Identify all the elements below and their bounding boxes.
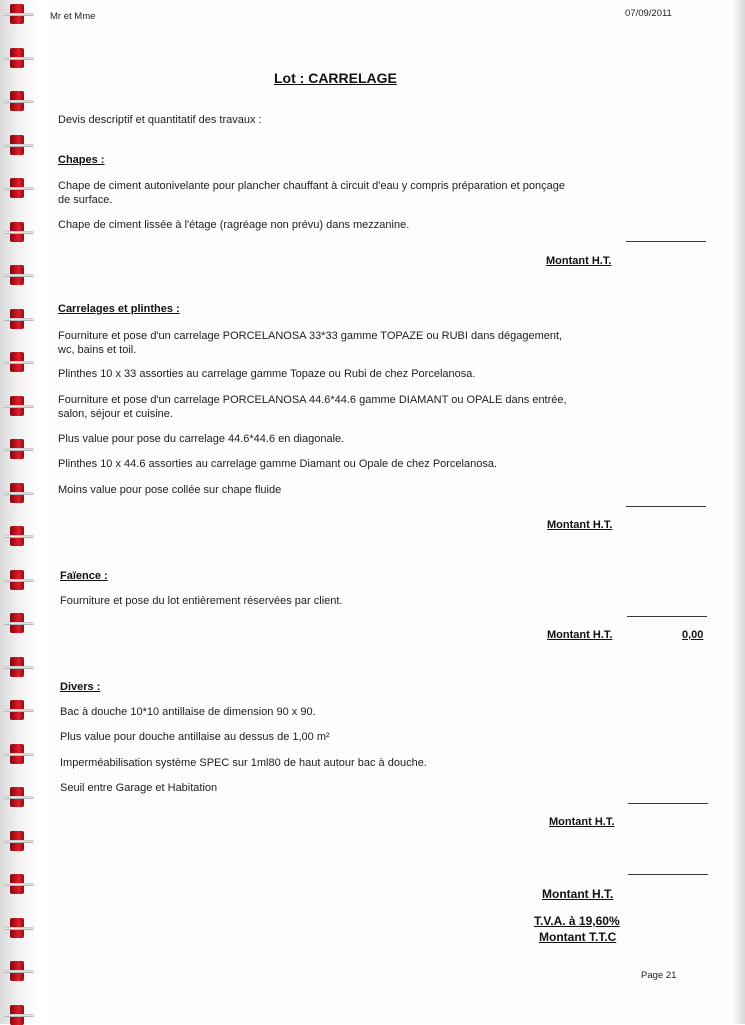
section-heading-divers: Divers : (60, 681, 101, 693)
header-date: 07/09/2011 (625, 8, 672, 19)
divers-line-3: Imperméabilisation système SPEC sur 1ml80 de haut autour bac à douche. (60, 757, 427, 769)
binding-ring (4, 265, 34, 285)
page-title: Lot : CARRELAGE (274, 70, 397, 86)
binding-ring (4, 787, 34, 807)
section-heading-chapes: Chapes : (58, 154, 105, 166)
carrelages-line-8: Moins value pour pose collée sur chape fluide (58, 484, 282, 496)
binding-ring (4, 396, 34, 416)
binding-ring (4, 135, 34, 155)
divers-line-2: Plus value pour douche antillaise au dessus de 1,00 m² (60, 731, 330, 743)
carrelages-line-1: Fourniture et pose d'un carrelage PORCELANOSA 33*33 gamme TOPAZE ou RUBI dans dégagement, (58, 330, 563, 342)
binding-ring (4, 570, 34, 590)
total-ht-label: Montant H.T. (542, 887, 614, 901)
faience-total-rule (627, 616, 707, 617)
divers-montant-label: Montant H.T. (549, 816, 615, 828)
binding-ring (4, 700, 34, 720)
binding-ring (4, 309, 34, 329)
binding-ring (4, 961, 34, 981)
binding-ring (4, 178, 34, 198)
total-ttc-label: Montant T.T.C (539, 930, 617, 944)
carrelages-line-3: Plinthes 10 x 33 assorties au carrelage gamme Topaze ou Rubi de chez Porcelanosa. (58, 368, 476, 380)
binding-ring (4, 483, 34, 503)
binding-ring (4, 352, 34, 372)
chapes-line-2: de surface. (58, 194, 113, 206)
faience-montant-label: Montant H.T. (547, 629, 613, 641)
binding-ring (4, 91, 34, 111)
carrelages-line-4: Fourniture et pose d'un carrelage PORCELANOSA 44.6*44.6 gamme DIAMANT ou OPALE dans entrée, (58, 394, 567, 406)
section-heading-carrelages: Carrelages et plinthes : (58, 303, 180, 315)
page-number: Page 21 (641, 970, 677, 981)
faience-montant-value: 0,00 (682, 629, 704, 641)
binding-ring (4, 613, 34, 633)
carrelages-line-6: Plus value pour pose du carrelage 44.6*44.6 en diagonale. (58, 433, 345, 445)
binding-ring (4, 831, 34, 851)
binding-ring (4, 1005, 34, 1025)
binding-ring (4, 48, 34, 68)
divers-total-rule (628, 803, 708, 804)
faience-line-1: Fourniture et pose du lot entièrement réservées par client. (60, 595, 343, 607)
grand-total-rule (628, 874, 708, 875)
chapes-total-rule (626, 241, 706, 242)
carrelages-total-rule (626, 506, 706, 507)
binding-ring (4, 918, 34, 938)
binding-ring (4, 439, 34, 459)
chapes-montant-label: Montant H.T. (546, 255, 612, 267)
binding-ring (4, 222, 34, 242)
carrelages-line-2: wc, bains et toil. (58, 344, 137, 356)
binding-ring (4, 874, 34, 894)
binding-ring (4, 4, 34, 24)
page-edge-shadow (731, 0, 745, 1024)
tva-label: T.V.A. à 19,60% (534, 914, 620, 928)
binding-ring (4, 526, 34, 546)
carrelages-line-5: salon, séjour et cuisine. (58, 408, 173, 420)
carrelages-montant-label: Montant H.T. (547, 519, 613, 531)
chapes-line-1: Chape de ciment autonivelante pour plancher chauffant à circuit d'eau y compris préparation et ponçage (58, 180, 565, 192)
intro-text: Devis descriptif et quantitatif des travaux : (58, 114, 262, 126)
spiral-binding (0, 0, 46, 1024)
carrelages-line-7: Plinthes 10 x 44.6 assorties au carrelage gamme Diamant ou Opale de chez Porcelanosa. (58, 458, 498, 470)
chapes-line-3: Chape de ciment lissée à l'étage (ragréage non prévu) dans mezzanine. (58, 219, 410, 231)
divers-line-4: Seuil entre Garage et Habitation (60, 782, 218, 794)
divers-line-1: Bac à douche 10*10 antillaise de dimension 90 x 90. (60, 706, 316, 718)
section-heading-faience: Faïence : (60, 570, 108, 582)
header-client: Mr et Mme (50, 11, 96, 22)
binding-ring (4, 744, 34, 764)
binding-ring (4, 657, 34, 677)
